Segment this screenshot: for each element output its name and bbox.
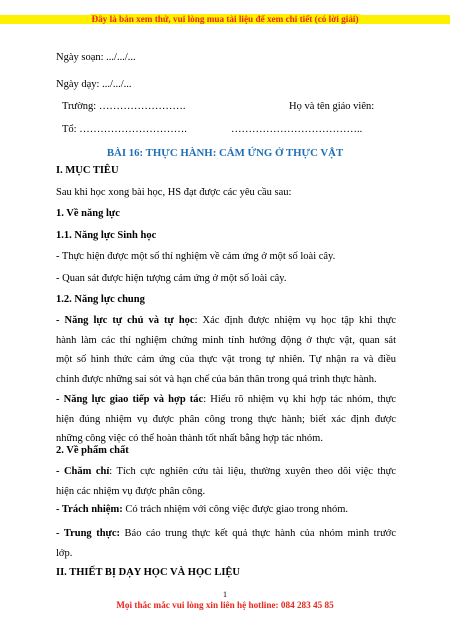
preview-banner: [0, 14, 450, 24]
lesson-title: BÀI 16: THỰC HÀNH: CẢM ỨNG Ở THỰC VẬT: [106, 147, 344, 159]
preview-banner-text: Đây là bản xem thử, vui lòng mua tài liệu để xem chi tiết (có lời giải): [91, 14, 359, 24]
paragraph-cham-chi: [56, 462, 396, 501]
hotline-banner: Mọi thắc mắc vui lòng xin liên hệ hotline: 084 283 45 85: [116, 600, 334, 610]
paragraph-line: : Xác định được nhiệm vụ học tập khi thực: [194, 315, 397, 326]
paragraph-lead: - Năng lực tự chủ và tự học: [56, 315, 195, 326]
paragraph-line: một số hình thức cảm ứng của thực vật trong tự nhiên. Tự nhận ra và điều: [56, 354, 396, 365]
paragraph-lead: - Năng lực giao tiếp và hợp tác: [56, 394, 204, 405]
paragraph-line: hiện đúng nhiệm vụ được phân công trong thực hành; biết xác định được: [56, 413, 396, 425]
paragraph-trach-nhiem: [56, 500, 396, 520]
paragraph-tu-chu: [56, 311, 396, 389]
paragraph-line: : Hiểu rõ nhiệm vụ khi hợp tác nhóm, thực: [203, 394, 397, 405]
to-dots: ………………………………..: [231, 124, 363, 135]
subheading-nang-luc-chung: 1.2. Năng lực chung: [56, 294, 145, 305]
section-heading-thiet-bi: II. THIẾT BỊ DẠY HỌC VÀ HỌC LIỆU: [56, 567, 240, 578]
paragraph-lead: - Trung thực:: [56, 528, 120, 539]
subheading-pham-chat: 2. Về phẩm chất: [56, 445, 129, 456]
intro-text: Sau khi học xong bài học, HS đạt được các yêu cầu sau:: [56, 187, 292, 198]
paragraph-line: : Tích cực nghiên cứu tài liệu, thường xuyên theo dõi việc thực: [109, 466, 396, 477]
list-item: - Thực hiện được một số thí nghiệm về cảm ứng ở một số loài cây.: [56, 251, 336, 262]
paragraph-line: lớp.: [56, 547, 73, 559]
paragraph-lead: - Trách nhiệm:: [56, 504, 123, 515]
ngay-day: Ngày dạy: .../.../...: [56, 79, 132, 90]
truong-field: Trường: …………………….: [62, 101, 186, 112]
paragraph-line: những công việc có thể hoàn thành tốt nhất bằng hợp tác nhóm.: [56, 433, 323, 444]
paragraph-giao-tiep: [56, 390, 396, 449]
paragraph-line: Báo cáo trung thực kết quả thực hành của nhóm mình trước: [120, 528, 396, 539]
list-item: - Quan sát được hiện tượng cảm ứng ở một số loài cây.: [56, 273, 287, 284]
ngay-soan: Ngày soạn: .../.../...: [56, 52, 136, 63]
paragraph-line: Có trách nhiệm với công việc được giao trong nhóm.: [122, 504, 348, 515]
to-field: Tổ: ………………………….: [62, 124, 187, 135]
paragraph-line: hành làm các thí nghiệm chứng minh tính hướng động ở thực vật, quan sát: [56, 334, 396, 346]
paragraph-trung-thuc: [56, 524, 396, 563]
section-heading-muc-tieu: I. MỤC TIÊU: [56, 165, 119, 176]
paragraph-line: hiện các nhiệm vụ được phân công.: [56, 485, 206, 497]
subheading-nang-luc: 1. Về năng lực: [56, 208, 120, 219]
page-number: 1: [223, 590, 227, 599]
paragraph-line: chỉnh được những sai sót và hạn chế của bản thân trong quá trình thực hành.: [56, 373, 377, 385]
ho-ten-field: Họ và tên giáo viên:: [289, 101, 375, 112]
subheading-nang-luc-sinh-hoc: 1.1. Năng lực Sinh học: [56, 230, 157, 241]
paragraph-lead: - Chăm chỉ: [56, 466, 110, 477]
